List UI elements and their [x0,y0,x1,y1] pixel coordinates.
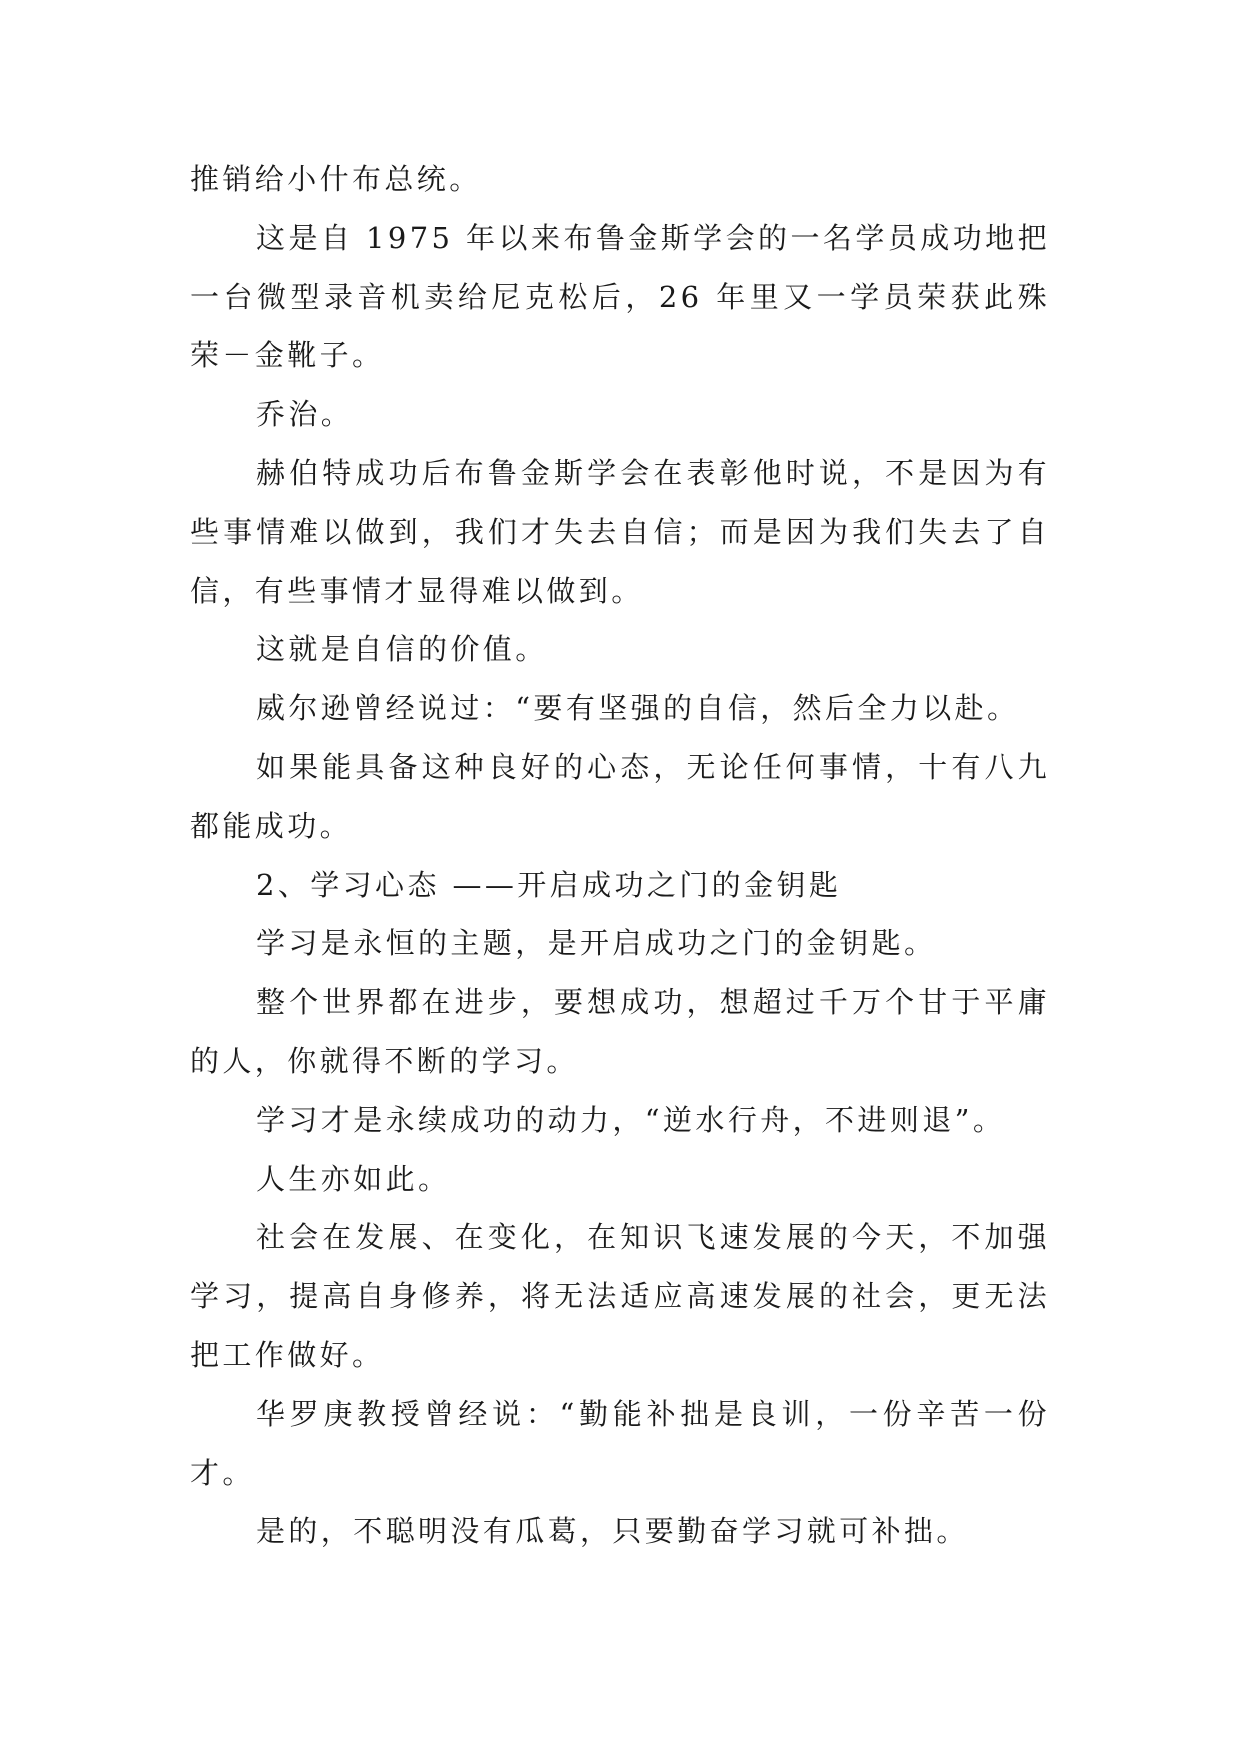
paragraph-15: 是的，不聪明没有瓜葛，只要勤奋学习就可补拙。 [256,1514,969,1549]
paragraph-7: 如果能具备这种良好的心态，无论任何事情，十有八九都能成功。 [190,749,1050,843]
paragraph-6: 威尔逊曾经说过：“要有坚强的自信，然后全力以赴。 [256,691,1020,726]
paragraph-5: 这就是自信的价值。 [256,632,548,667]
paragraph-4: 赫伯特成功后布鲁金斯学会在表彰他时说，不是因为有些事情难以做到，我们才失去自信；而是因为我们失去了自信，有些事情才显得难以做到。 [190,455,1050,608]
paragraph-1: 推销给小什布总统。 [190,162,482,196]
paragraph-3: 乔治。 [256,397,354,432]
document-page [190,150,1050,1561]
paragraph-14: 华罗庚教授曾经说：“勤能补拙是良训，一份辛苦一份才。 [190,1396,1050,1490]
paragraph-11: 学习才是永续成功的动力，“逆水行舟，不进则退”。 [256,1102,1006,1137]
paragraph-12: 人生亦如此。 [256,1161,451,1196]
paragraph-2: 这是自 1975 年以来布鲁金斯学会的一名学员成功地把一台微型录音机卖给尼克松后，26 年里又一学员荣获此殊荣－金靴子。 [190,220,1050,373]
paragraph-13: 社会在发展、在变化，在知识飞速发展的今天，不加强学习，提高自身修养，将无法适应高速发展的社会，更无法把工作做好。 [190,1220,1050,1372]
paragraph-9: 学习是永恒的主题，是开启成功之门的金钥匙。 [256,926,937,961]
section-heading: 2、学习心态 ——开启成功之门的金钥匙 [256,867,842,902]
paragraph-10: 整个世界都在进步，要想成功，想超过千万个甘于平庸的人，你就得不断的学习。 [190,985,1050,1078]
